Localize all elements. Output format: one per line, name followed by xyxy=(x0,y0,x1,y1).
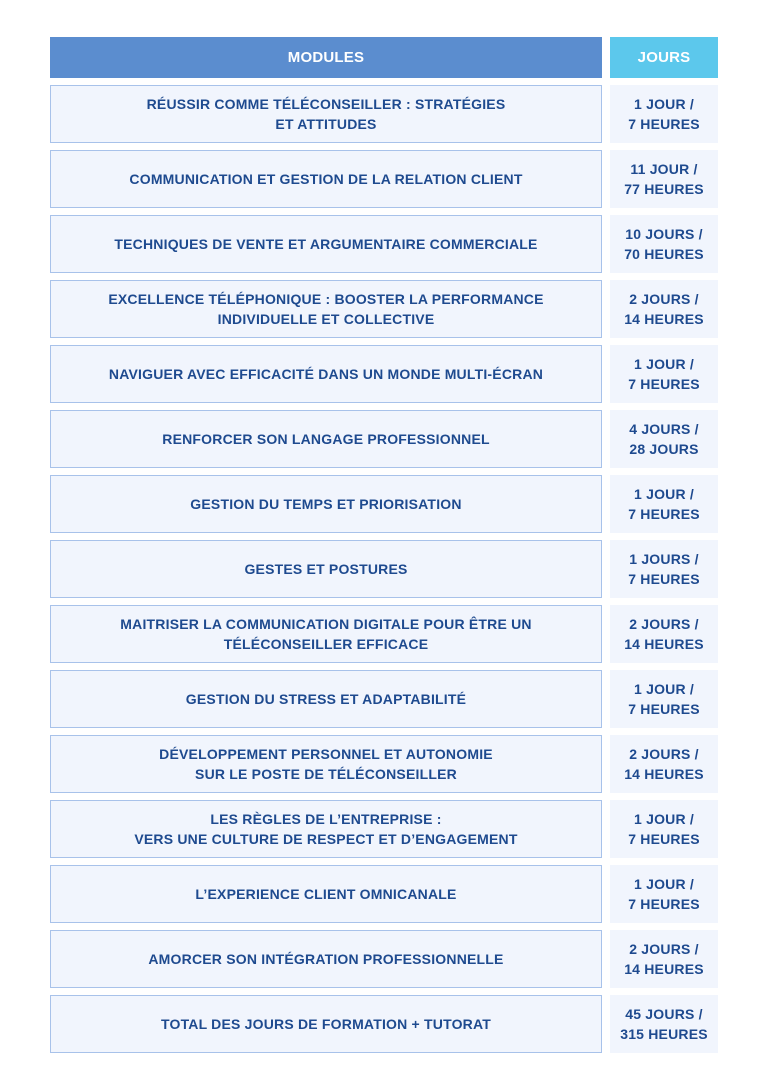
module-duration: 11 JOUR / 77 HEURES xyxy=(624,161,704,197)
module-name: MAITRISER LA COMMUNICATION DIGITALE POUR ÊTRE UN TÉLÉCONSEILLER EFFICACE xyxy=(120,616,532,652)
table-row xyxy=(50,410,718,468)
module-name: EXCELLENCE TÉLÉPHONIQUE : BOOSTER LA PERFORMANCE INDIVIDUELLE ET COLLECTIVE xyxy=(108,291,544,327)
duration-cell xyxy=(610,540,718,598)
module-duration: 2 JOURS / 14 HEURES xyxy=(624,616,704,652)
module-duration: 1 JOURS / 7 HEURES xyxy=(628,551,700,587)
duration-cell xyxy=(610,280,718,338)
table-row xyxy=(50,215,718,273)
total-duration: 45 JOURS / 315 HEURES xyxy=(620,1006,708,1042)
module-name: AMORCER SON INTÉGRATION PROFESSIONNELLE xyxy=(148,951,504,967)
duration-cell xyxy=(610,670,718,728)
module-cell xyxy=(50,475,602,533)
duration-cell xyxy=(610,605,718,663)
table-row xyxy=(50,605,718,663)
module-cell xyxy=(50,735,602,793)
duration-cell xyxy=(610,85,718,143)
module-name: LES RÈGLES DE L’ENTREPRISE : VERS UNE CULTURE DE RESPECT ET D’ENGAGEMENT xyxy=(134,811,518,847)
table-row xyxy=(50,930,718,988)
module-cell xyxy=(50,280,602,338)
duration-cell xyxy=(610,150,718,208)
module-name: GESTION DU STRESS ET ADAPTABILITÉ xyxy=(185,691,467,707)
total-row xyxy=(50,995,718,1053)
table-row xyxy=(50,735,718,793)
duration-cell xyxy=(610,800,718,858)
module-cell xyxy=(50,865,602,923)
table-row xyxy=(50,540,718,598)
table-row xyxy=(50,345,718,403)
table-row xyxy=(50,800,718,858)
table-row xyxy=(50,865,718,923)
duration-cell xyxy=(610,930,718,988)
module-cell xyxy=(50,215,602,273)
module-name: RENFORCER SON LANGAGE PROFESSIONNEL xyxy=(162,431,490,447)
module-duration: 2 JOURS / 14 HEURES xyxy=(624,941,704,977)
module-name: GESTION DU TEMPS ET PRIORISATION xyxy=(190,496,462,512)
duration-cell xyxy=(610,735,718,793)
module-duration: 10 JOURS / 70 HEURES xyxy=(624,226,704,262)
module-cell xyxy=(50,150,602,208)
module-cell xyxy=(50,345,602,403)
table-row xyxy=(50,85,718,143)
module-cell xyxy=(50,410,602,468)
module-duration: 1 JOUR / 7 HEURES xyxy=(628,96,700,132)
module-duration: 1 JOUR / 7 HEURES xyxy=(628,486,700,522)
module-cell xyxy=(50,540,602,598)
training-modules-table xyxy=(50,37,718,1060)
module-duration: 1 JOUR / 7 HEURES xyxy=(628,811,700,847)
module-name: COMMUNICATION ET GESTION DE LA RELATION CLIENT xyxy=(129,171,523,187)
duration-cell xyxy=(610,410,718,468)
total-duration-cell xyxy=(610,995,718,1053)
module-duration: 1 JOUR / 7 HEURES xyxy=(628,356,700,392)
module-name: L’EXPERIENCE CLIENT OMNICANALE xyxy=(195,886,457,902)
duration-cell xyxy=(610,865,718,923)
module-cell xyxy=(50,605,602,663)
table-row xyxy=(50,670,718,728)
duration-cell xyxy=(610,475,718,533)
total-label-cell xyxy=(50,995,602,1053)
module-name: RÉUSSIR COMME TÉLÉCONSEILLER : STRATÉGIES ET ATTITUDES xyxy=(146,96,506,132)
module-cell xyxy=(50,670,602,728)
module-name: TECHNIQUES DE VENTE ET ARGUMENTAIRE COMMERCIALE xyxy=(114,236,538,252)
module-duration: 1 JOUR / 7 HEURES xyxy=(628,876,700,912)
table-row xyxy=(50,150,718,208)
module-duration: 2 JOURS / 14 HEURES xyxy=(624,291,704,327)
module-cell xyxy=(50,85,602,143)
module-duration: 1 JOUR / 7 HEURES xyxy=(628,681,700,717)
duration-cell xyxy=(610,215,718,273)
table-row xyxy=(50,475,718,533)
module-cell xyxy=(50,800,602,858)
modules-column-header: MODULES xyxy=(50,37,602,78)
module-duration: 2 JOURS / 14 HEURES xyxy=(624,746,704,782)
module-name: DÉVELOPPEMENT PERSONNEL ET AUTONOMIE SUR LE POSTE DE TÉLÉCONSEILLER xyxy=(159,746,493,782)
module-name: GESTES ET POSTURES xyxy=(244,561,408,577)
table-header-row xyxy=(50,37,718,78)
days-column-header: JOURS xyxy=(610,37,718,78)
duration-cell xyxy=(610,345,718,403)
module-name: NAVIGUER AVEC EFFICACITÉ DANS UN MONDE MULTI-ÉCRAN xyxy=(108,366,544,382)
total-label: TOTAL DES JOURS DE FORMATION + TUTORAT xyxy=(160,1016,491,1032)
module-cell xyxy=(50,930,602,988)
module-duration: 4 JOURS / 28 JOURS xyxy=(629,421,699,457)
table-row xyxy=(50,280,718,338)
